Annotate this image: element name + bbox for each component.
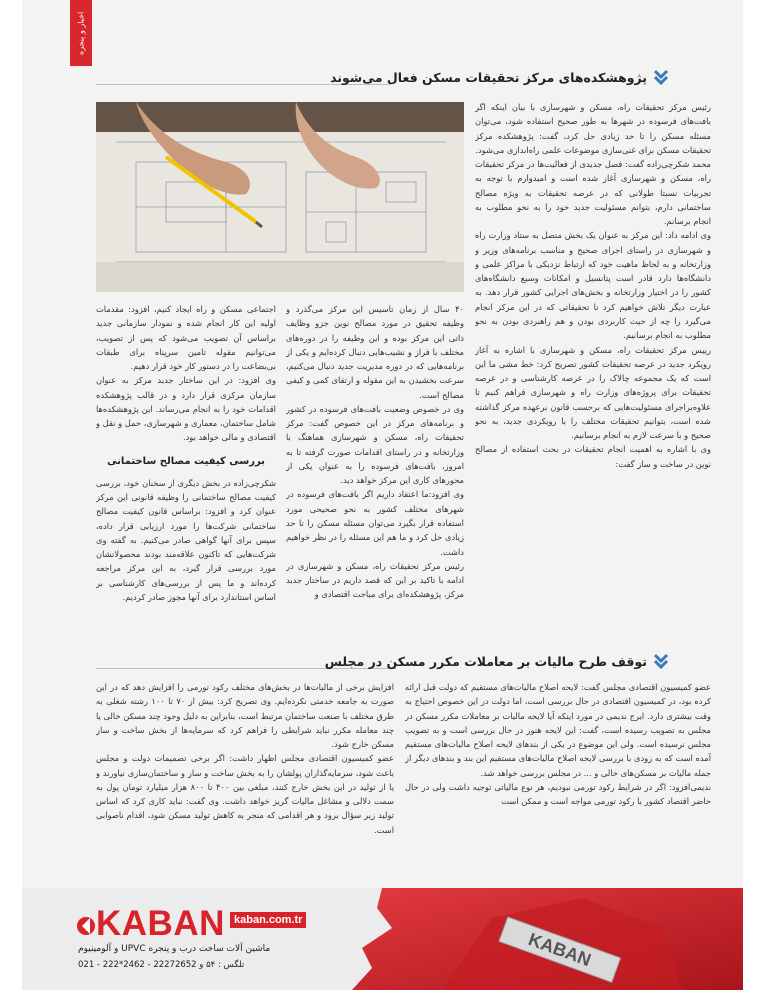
- article2-heading: [325, 652, 669, 670]
- paragraph: وی افزود: در این ساختار جدید مرکز به عنوان سازمان مرکزی قرار دارد و در قالب پژوهشکده اقدامات خود را به انجام می‌رساند. این پژوهشکده‌ها شامل ساختمان، معماری و شهرسازی، حمل و نقل و اقتصادی و مالی خواهد بود.: [96, 375, 276, 443]
- blueprint-photo: [96, 102, 464, 292]
- paragraph: ندیمی‌افزود: اگر در شرایط رکود تورمی نبودیم، هر نوع مالیاتی توجیه داشت ولی در حال حاضر اقتصاد کشور با رکود تورمی مواجه است و ممکن است: [405, 781, 711, 807]
- kaban-logo-icon: [76, 906, 96, 946]
- sign-text: KABAN: [525, 929, 594, 971]
- paragraph: عضو کمیسیون اقتصادی مجلس گفت: لایحه اصلاح مالیات‌های مستقیم که دولت قبل ارائه کرده بود، در کمیسیون اقتصادی در حال بررسی است، اما دولت در این خصوص احتیاج به وقت بیشتری دارد. ایرج ندیمی در مورد اینکه آیا لایحه مالیات بر معاملات مکرر مسکن در مجلس به تصویب رسیده است، گفت: این لایحه هنوز در حال بررسی است و به تصویب مجلس نرسیده است. ولی این موضوع در یکی از بندهای لایحه اصلاح مالیات‌های مستقیم آمده است که به زودی با بررسی لایحه اصلاح مالیات‌های مستقیم این بند و بندهای دیگر از جمله مالیات بر مسکن‌های خالی و ... در مجلس بررسی خواهد شد.: [405, 682, 711, 778]
- paragraph: اجتماعی مسکن و راه ایجاد کنیم، افزود: مقدمات اولیه این کار انجام شده و نمودار سازمانی جدید براساس آن تصویب می‌شود که پس از تصویب، می‌توانیم مقوله تامین سرپناه برای طبقات بی‌بضاعت را در دستور کار خود قرار دهیم.: [96, 304, 276, 372]
- ad-phone: تلگس : ۵۴ و 22272652 - 2462*222 - 021: [78, 960, 245, 970]
- article1-column-right: [475, 100, 711, 645]
- paragraph: رئیس مرکز تحقیقات راه، مسکن و شهرسازی با بیان اینکه اگر بافت‌های فرسوده در شهرها به طور صحیح استفاده شود، می‌توان مسئله مسکن را تا حد زیادی حل کرد، گفت: پژوهشکده مرکز تحقیقات مسکن برای غنی‌سازی موضوعات علمی راه‌اندازی می‌شود.: [475, 102, 711, 155]
- paragraph: رئیس مرکز تحقیقات راه، مسکن و شهرسازی در ادامه با تاکید بر این که قصد داریم در ساختار جدید مرکز، پژوهشکده‌ای برای مباحث اقتصادی و: [286, 560, 464, 600]
- article2-column-left: [96, 680, 394, 880]
- subheading: بررسی کیفیت مصالح ساختمانی: [107, 455, 265, 467]
- brand-name: KABAN: [96, 904, 225, 943]
- article1-column-left: [96, 302, 276, 645]
- chevron-down-icon: [653, 652, 669, 670]
- paragraph: محمد شکرچی‌زاده گفت: فصل جدیدی از فعالیت‌ها در مرکز تحقیقات راه، مسکن و شهرسازی آغاز شده است و امیدوارم با توجه به تجربیات نسبتا طولانی که در عرصه تحقیقات به ویژه مصالح ساختمانی دارم، بتوانم مسئولیت جدید خود را به نحو مطلوب به انجام برسانم.: [475, 159, 711, 227]
- ad-tagline: ماشین آلات ساخت درب و پنجره UPVC و آلومینیوم: [78, 944, 271, 954]
- article1-title: پژوهشکده‌های مرکز تحقیقات مسکن فعال می‌شوند: [330, 69, 647, 85]
- chevron-down-icon: [653, 68, 669, 86]
- article1-column-middle: [286, 302, 464, 645]
- paragraph: افزایش برخی از مالیات‌ها در بخش‌های مختلف رکود تورمی را افزایش دهد که در این صورت به جامعه خدمتی نکرده‌ایم. وی تصریح کرد: بیش از ۷۰ تا ۱۰۰ رشته شغلی به طرق مختلف با صنعت ساختمان مرتبط است، بنابراین به دلیل وجود چند مسکن خالی یا چند معامله مکرر نباید شرایطی را فراهم کرد که سرمایه‌ها از بخش ساخت و ساز مسکن خارج شود.: [96, 682, 394, 750]
- paragraph: وی ادامه داد: این مرکز به عنوان یک بخش متصل به ستاد وزارت راه و شهرسازی در راستای اجرای صحیح و مناسب برنامه‌های وزیر و وزارتخانه و به لحاظ ماهیت خود که ارتباط نزدیکی با مراکز علمی و دانشگاه‌ها دارد قادر است پتانسیل و امکانات وسیع دانشگاه‌های کشور را در اختیار وزارتخانه و بخش‌های اجرایی کشور قرار دهد. به عبارت دیگر تلاش خواهیم کرد تا تحقیقاتی که در این مرکز انجام می‌گیرد را چه از حیث کاربردی بودن و هم راهبردی بودن به نحو مطلوب به انجام برسانیم.: [475, 230, 711, 341]
- section-tab: اخبار و پنجره: [70, 0, 92, 66]
- paragraph: رییس مرکز تحقیقات راه، مسکن و شهرسازی با اشاره به آغاز رویکرد جدید در عرصه تحقیقات کشور تصریح کرد: خط مشی ما این است که یک مجموعه چالاک را در عرصه کارشناسی و در عرصه تحقیقات برای پروژه‌های وزارت راه و شهرسازی فراهم کنیم تا علاوه‌براجرای مسئولیت‌هایی که برحسب قانون برعهده مرکز گذاشته شده است، بتوانیم تحقیقات مختلف را با رویکردی جدید، به نحو صحیح و با سرعت لازم به انجام برسانیم.: [475, 344, 711, 441]
- website-link[interactable]: kaban.com.tr: [230, 912, 306, 928]
- paragraph: وی با اشاره به اهمیت انجام تحقیقات در بحث استفاده از مصالح نوین در ساخت و ساز گفت:: [475, 444, 711, 469]
- paragraph: وی در خصوص وضعیت بافت‌های فرسوده در کشور و برنامه‌های مرکز در این خصوص گفت: مرکز تحقیقات راه، مسکن و شهرسازی هماهنگ با وزارتخانه و در راستای اقدامات صورت گرفته تا به امروز، بافت‌های فرسوده را به عنوان یکی از محورهای کاری این مرکز خواهد دید.: [286, 403, 464, 486]
- blueprint-illustration: [96, 102, 464, 292]
- paragraph: شکرچی‌زاده در بخش دیگری از سخنان خود، بررسی کیفیت مصالح ساختمانی را وظیفه قانونی این مرکز عنوان کرد و افزود: براساس قانون کیفیت مصالح ساختمانی شرکت‌ها را مورد ارزیابی قرار داده، سپس برای آنها گواهی صادر می‌کنیم. به گفته وی شرکت‌هایی که تاکنون علاقه‌مند بودند محصولاتشان مورد بررسی قرار گیرد، به این مرکز مراجعه کرده‌اند و ما پس از بررسی‌های کارشناسی بر اساس استاندارد برای آنها مجوز صادر کردیم.: [96, 477, 276, 602]
- article2-column-right: [405, 680, 711, 880]
- article1-heading: [330, 68, 669, 86]
- paragraph: ۴۰ سال از زمان تاسیس این مرکز می‌گذرد و وظیفه تحقیق در مورد مصالح نوین جزو وظایف ذاتی این مرکز بوده و این وظیفه را در دوره‌های مختلف با فراز و نشیب‌هایی دنبال کرده‌ایم و یکی از برنامه‌هایی که در دوره مدیریت جدید دنبال می‌کنیم، سرعت بخشیدن به این مقوله و ارتقای کمی و کیفی مصالح است.: [286, 304, 464, 400]
- paragraph: عضو کمیسیون اقتصادی مجلس اظهار داشت: اگر برخی تصمیمات دولت و مجلس باعث شود، سرمایه‌گذاران پولشان را به بخش ساخت و ساز و ساختمان‌سازی نیاورند و یا از تولید در این بخش خارج کنند، مبلغی بین ۴۰۰ تا ۸۰۰ هزار میلیارد تومان پول به سمت دلالی و مشاغل مالیات گریز خواهد داشت. وی گفت: نباید کاری کرد که اساس تولید زیر سؤال برود و هر اقدامی که منجر به کاهش تولید مسکن شود، اقدام ناصوابی است.: [96, 753, 394, 835]
- article2-title: توقف طرح مالیات بر معاملات مکرر مسکن در مجلس: [324, 653, 647, 669]
- paragraph: وی افزود:ما اعتقاد داریم اگر بافت‌های فرسوده در شهرهای مختلف کشور به نحو صحیحی مورد استفاده قرار بگیرد می‌توان مسئله مسکن را تا حد زیادی حل کرد و ما هم این مسئله را در نظر خواهیم داشت.: [286, 489, 464, 557]
